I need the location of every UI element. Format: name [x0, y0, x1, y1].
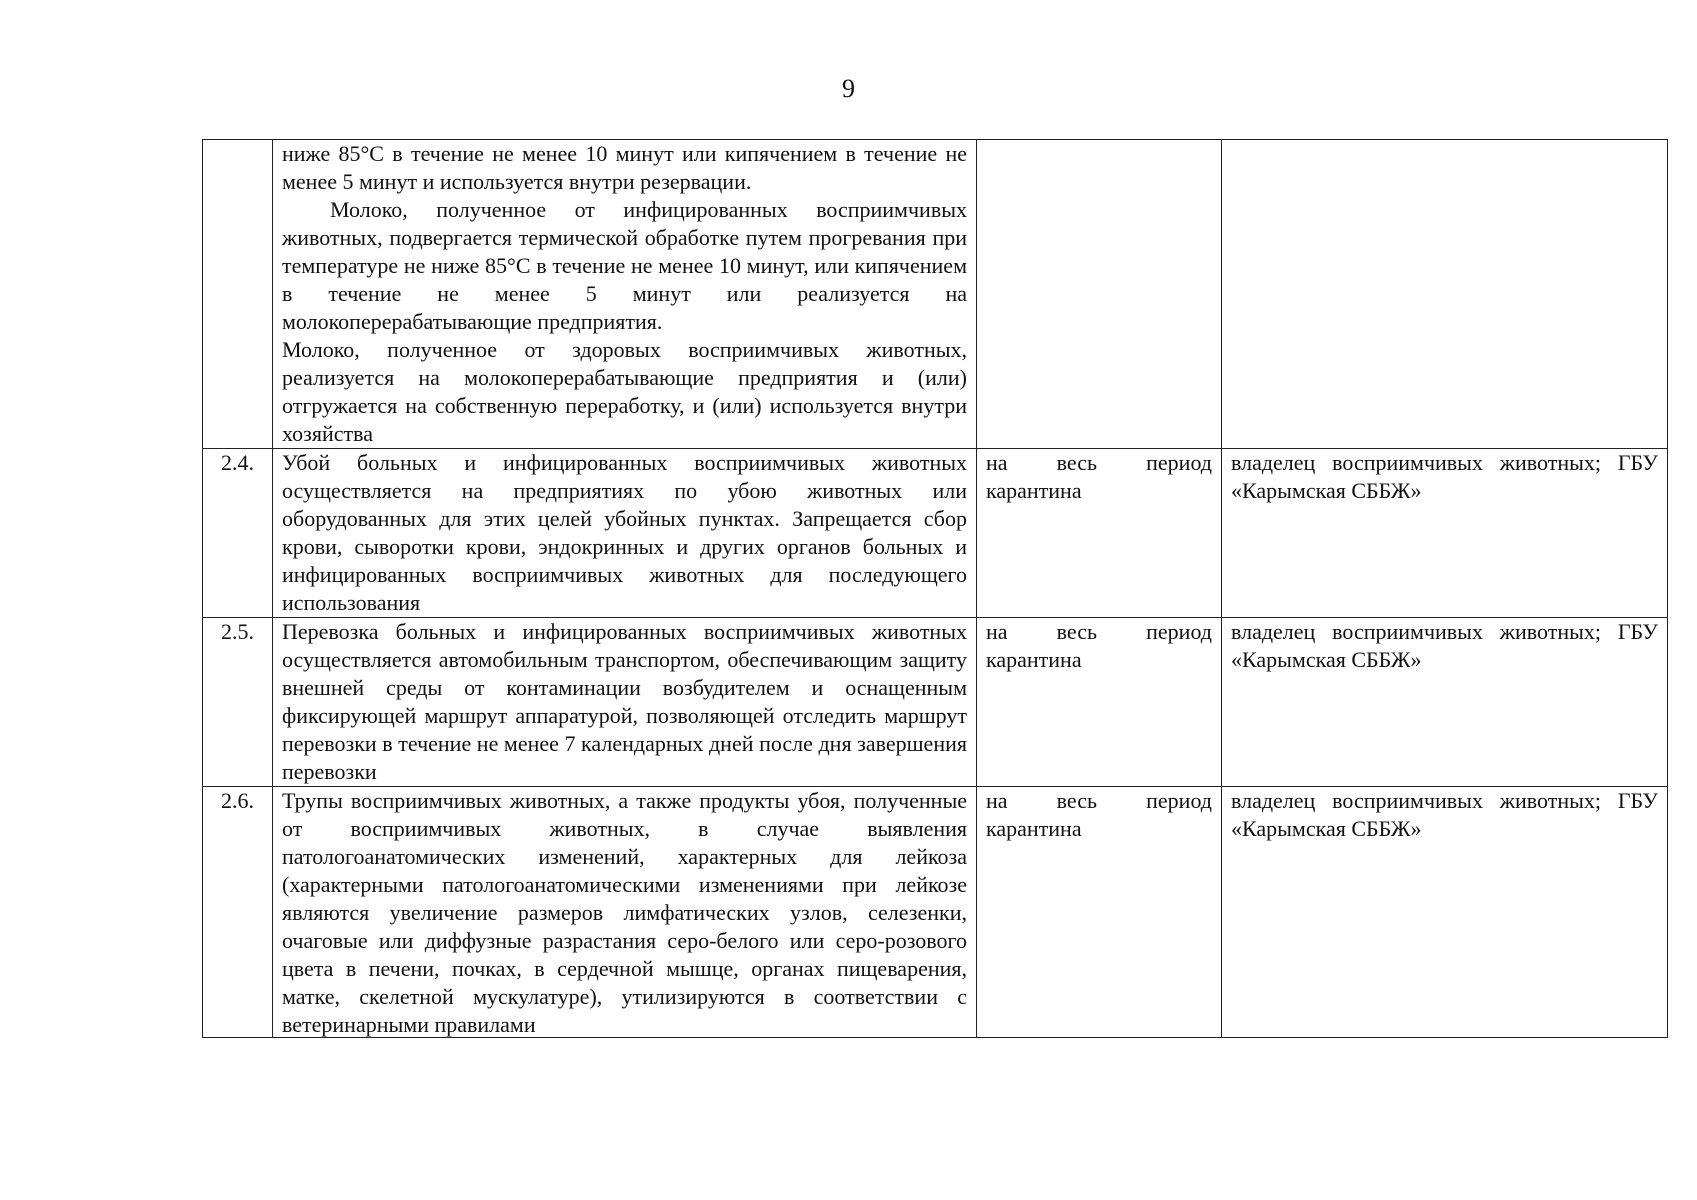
row-number: 2.4.	[203, 449, 273, 618]
measure-paragraph: Молоко, полученное от здоровых восприимчивых животных, реализуется на молокоперерабатывающие предприятия и (или) отгружается на собственную переработку, и (или) используется внутри хозяйства	[282, 337, 967, 446]
measure-term: на весь период карантина	[977, 618, 1222, 787]
measure-term: на весь период карантина	[977, 449, 1222, 618]
row-number	[203, 140, 273, 449]
measure-responsible: владелец восприимчивых животных; ГБУ «Карымская СББЖ»	[1222, 449, 1668, 618]
row-number: 2.6.	[203, 787, 273, 1038]
measure-description	[273, 787, 977, 1038]
measure-responsible	[1222, 140, 1668, 449]
measure-term: на весь период карантина	[977, 787, 1222, 1038]
measures-table	[202, 139, 1668, 1038]
measure-paragraph: Молоко, полученное от инфицированных восприимчивых животных, подвергается термической обработке путем прогревания при температуре не ниже 85°С в течение не менее 10 минут, или кипячением в течение не менее 5 минут или реализуется на молокоперерабатывающие предприятия.	[282, 197, 967, 334]
measure-responsible: владелец восприимчивых животных; ГБУ «Карымская СББЖ»	[1222, 618, 1668, 787]
table-row	[203, 140, 1668, 449]
measure-paragraph: ниже 85°С в течение не менее 10 минут или кипячением в течение не менее 5 минут и используется внутри резервации.	[282, 141, 967, 194]
measure-paragraph: Убой больных и инфицированных восприимчивых животных осуществляется на предприятиях по убою животных или оборудованных для этих целей убойных пунктах. Запрещается сбор крови, сыворотки крови, эндокринных и других органов больных и инфицированных восприимчивых животных для последующего использования	[282, 450, 967, 615]
row-number: 2.5.	[203, 618, 273, 787]
table-row	[203, 787, 1668, 1038]
measure-paragraph: Трупы восприимчивых животных, а также продукты убоя, полученные от восприимчивых животных, в случае выявления патологоанатомических изменений, характерных для лейкоза (характерными патологоанатомическими изменениями при лейкозе являются увеличение размеров лимфатических узлов, селезенки, очаговые или диффузные разрастания серо-белого или серо-розового цвета в печени, почках, в сердечной мышце, органах пищеварения, матке, скелетной мускулатуре), утилизируются в соответствии с ветеринарными правилами	[282, 788, 967, 1037]
measure-description-clip	[282, 787, 967, 1037]
table-row	[203, 449, 1668, 618]
measure-description	[273, 618, 977, 787]
measure-responsible: владелец восприимчивых животных; ГБУ «Карымская СББЖ»	[1222, 787, 1668, 1038]
measure-description	[273, 140, 977, 449]
table-row	[203, 618, 1668, 787]
measure-description	[273, 449, 977, 618]
page-number: 9	[842, 74, 855, 103]
measure-paragraph: Перевозка больных и инфицированных восприимчивых животных осуществляется автомобильным транспортом, обеспечивающим защиту внешней среды от контаминации возбудителем и оснащенным фиксирующей маршрут аппаратурой, позволяющей отследить маршрут перевозки в течение не менее 7 календарных дней после дня завершения перевозки	[282, 619, 967, 784]
measure-term	[977, 140, 1222, 449]
